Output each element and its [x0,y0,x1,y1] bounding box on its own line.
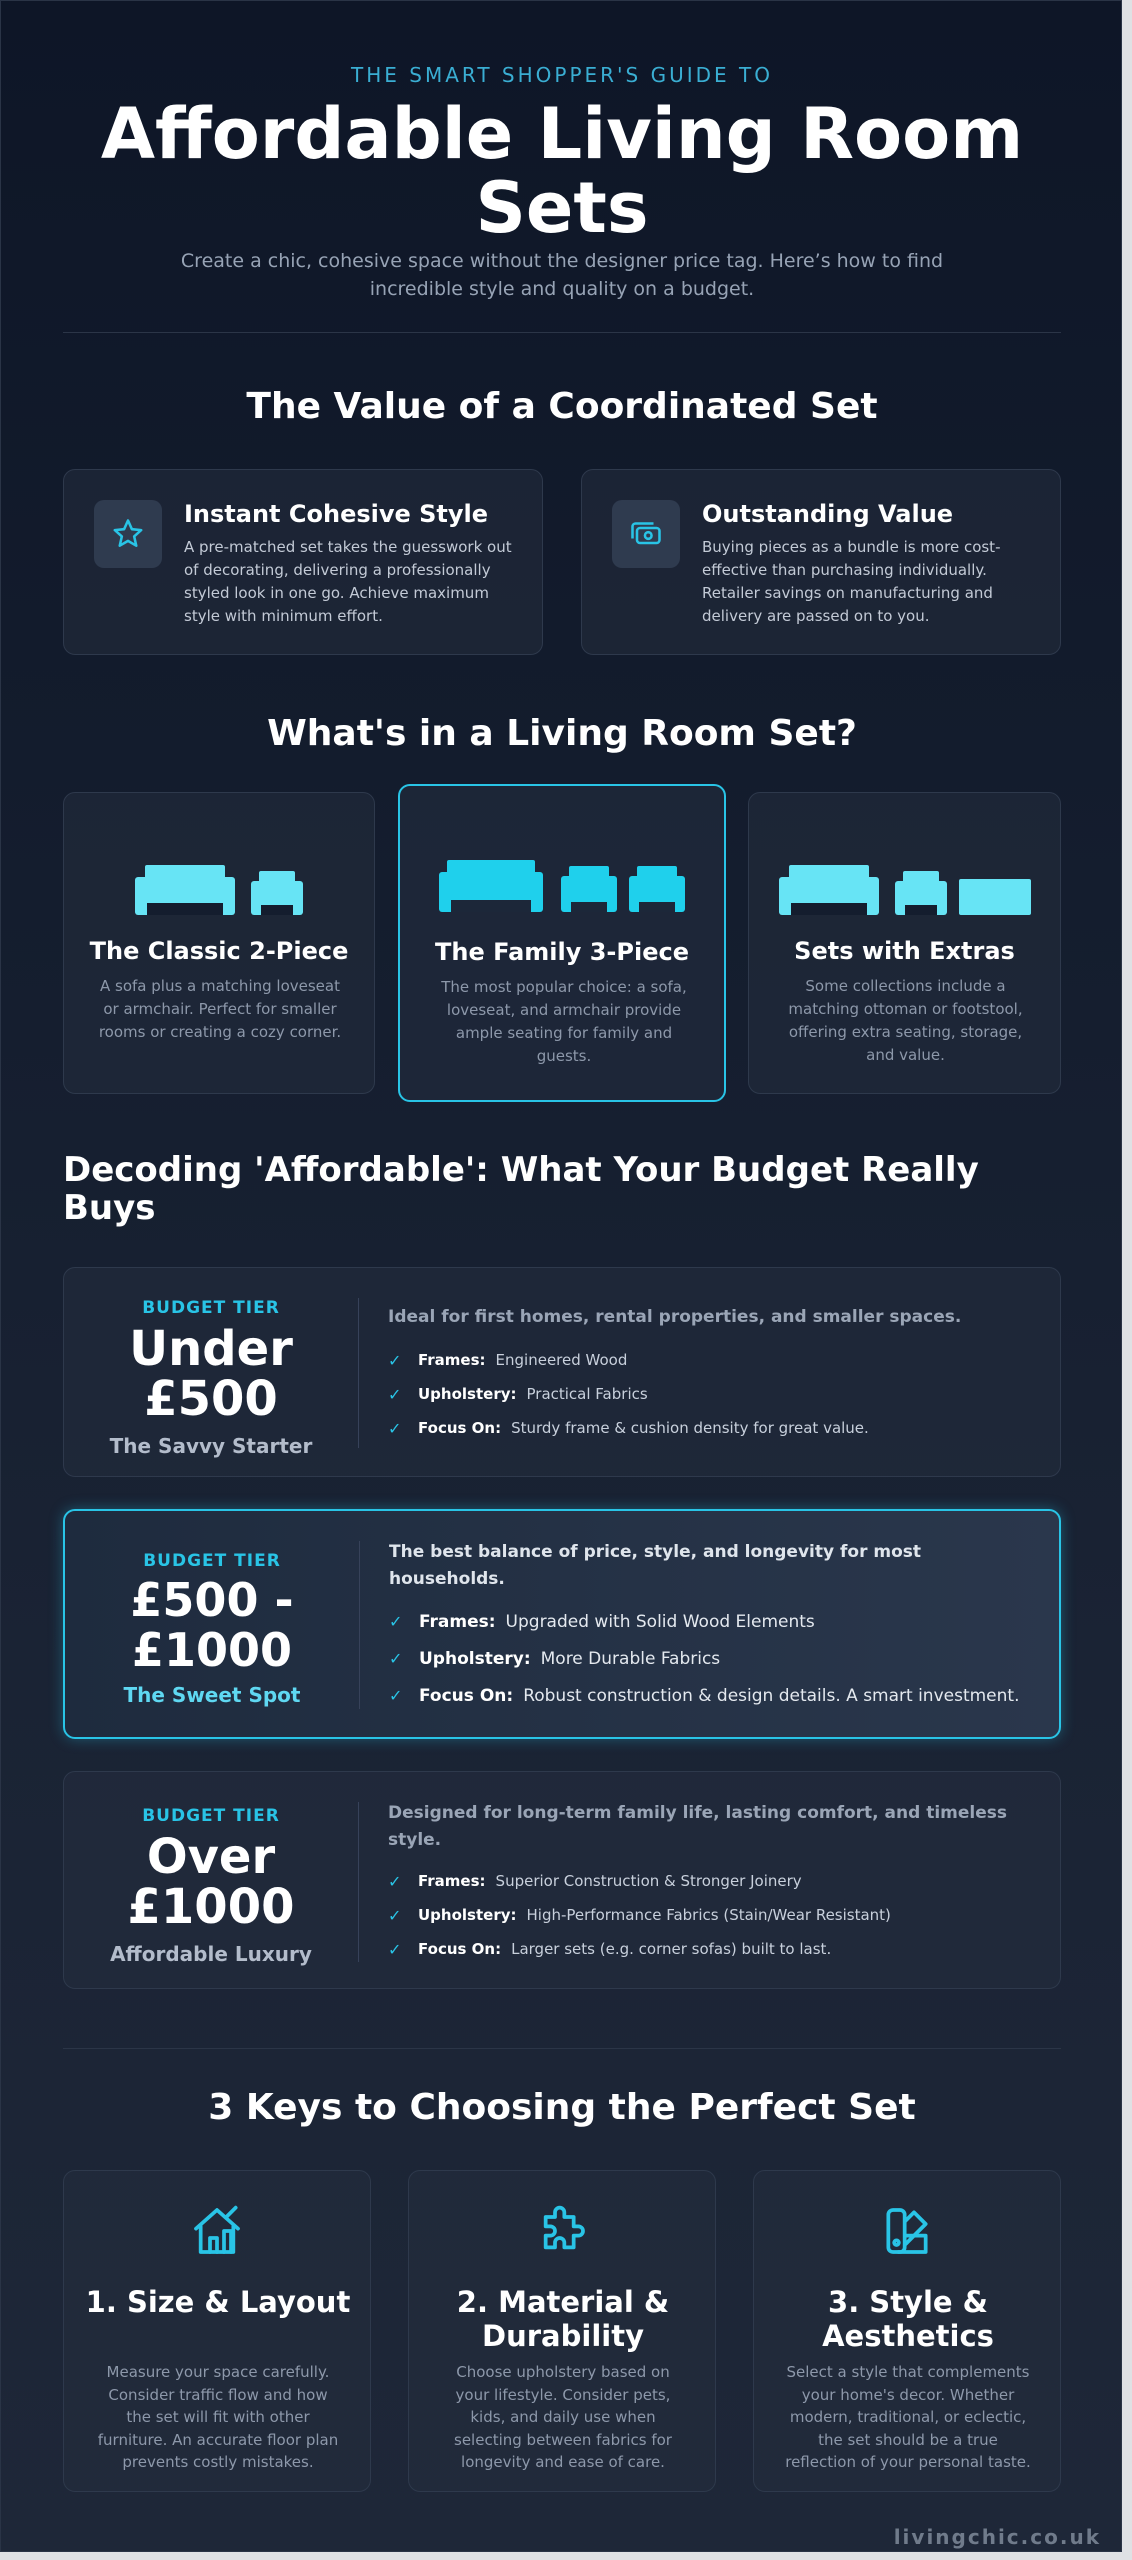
money-icon [612,500,680,568]
tier-description: Designed for long-term family life, lasting comfort, and timeless style. [388,1803,1007,1850]
tier-name: The Savvy Starter [109,1434,313,1458]
tier-name: Affordable Luxury [110,1942,312,1966]
tier-feature: ✓ Upholstery: More Durable Fabrics [389,1648,721,1669]
check-icon: ✓ [388,1384,402,1404]
footer-brand [894,2525,1101,2549]
set-card-2-piece [63,792,375,1094]
three-seat-set-icon [400,858,724,912]
intro-text: Create a chic, cohesive space without the designer price tag. Here’s how to find incredible style and quality on a budget. [180,250,944,300]
check-icon: ✓ [389,1612,403,1631]
header-kicker: THE SMART SHOPPER'S GUIDE TO [351,63,773,87]
key-card-material [408,2170,716,2492]
key-card-size [63,2170,371,2492]
tier-feature: ✓ Frames: Upgraded with Solid Wood Elements [389,1611,815,1632]
key-card-text: Choose upholstery based on your lifestyle. Consider pets, kids, and daily use when selecting between fabrics for longevity and ease of care. [454,2363,672,2471]
tier-price: Under £500 [129,1321,293,1427]
keys-section-title: 3 Keys to Choosing the Perfect Set [208,2087,916,2128]
tier-feature: ✓ Frames: Engineered Wood [388,1350,628,1370]
star-icon [94,500,162,568]
tier-feature: ✓ Focus On: Larger sets (e.g. corner sofas) built to last. [388,1939,832,1959]
tier-name: The Sweet Spot [123,1683,301,1707]
tier-divider [359,1541,360,1709]
value-card-value [581,469,1061,655]
set-card-3-piece [398,784,726,1102]
value-card-text: A pre-matched set takes the guesswork out of decorating, delivering a professionally styled look in one go. Achieve maximum style with minimum effort. [184,538,512,625]
budget-tier-under-500 [63,1267,1061,1477]
tier-divider [358,1802,359,1962]
house-ruler-icon [64,2203,370,2259]
sets-section-title: What's in a Living Room Set? [267,713,857,754]
set-card-text: Some collections include a matching ottoman or footstool, offering extra seating, storage, and value. [788,977,1023,1064]
tier-description: Ideal for first homes, rental properties, and smaller spaces. [388,1307,962,1327]
set-card-title: Sets with Extras [794,937,1015,965]
check-icon: ✓ [389,1649,403,1668]
set-card-extras [748,792,1061,1094]
tier-price: Over £1000 [127,1829,295,1935]
key-card-title: 3. Style & Aesthetics [822,2285,994,2353]
check-icon: ✓ [388,1871,402,1891]
tier-feature: ✓ Frames: Superior Construction & Stronger Joinery [388,1871,802,1891]
value-card-style [63,469,543,655]
page-title: Affordable Living Room Sets [100,93,1024,249]
divider [63,332,1061,333]
key-card-style [753,2170,1061,2492]
value-section-title: The Value of a Coordinated Set [246,386,878,427]
set-card-title: The Family 3-Piece [435,938,689,966]
budget-tier-over-1000 [63,1771,1061,1989]
tier-description: The best balance of price, style, and longevity for most households. [389,1542,922,1589]
check-icon: ✓ [388,1939,402,1959]
puzzle-icon [409,2203,715,2259]
tier-feature: ✓ Focus On: Sturdy frame & cushion density for great value. [388,1418,869,1438]
check-icon: ✓ [388,1350,402,1370]
check-icon: ✓ [388,1418,402,1438]
swatch-icon [754,2203,1060,2259]
check-icon: ✓ [388,1905,402,1925]
divider [63,2048,1061,2049]
tier-divider [358,1298,359,1448]
value-card-title: Instant Cohesive Style [184,500,489,528]
tier-feature: ✓ Upholstery: Practical Fabrics [388,1384,648,1404]
check-icon: ✓ [389,1686,403,1705]
sofa-ottoman-icon [749,863,1060,915]
value-card-text: Buying pieces as a bundle is more cost-effective than purchasing individually. Retailer savings on manufacturing and delivery are passed on to you. [702,538,1001,625]
key-card-text: Select a style that complements your home's decor. Whether modern, traditional, or eclectic, the set should be a true reflection of your personal taste. [785,2363,1031,2471]
key-card-text: Measure your space carefully. Consider traffic flow and how the set will fit with other furniture. An accurate floor plan prevents costly mistakes. [97,2363,339,2471]
set-card-title: The Classic 2-Piece [89,937,349,965]
tier-feature: ✓ Focus On: Robust construction & design details. A smart investment. [389,1685,1020,1706]
tier-label: BUDGET TIER [142,1806,280,1826]
set-card-text: The most popular choice: a sofa, loveseat, and armchair provide ample seating for family and guests. [441,978,687,1065]
key-card-title: 2. Material & Durability [456,2285,670,2353]
sofa-loveseat-icon [64,863,374,915]
budget-tier-500-1000 [63,1509,1061,1739]
set-card-text: A sofa plus a matching loveseat or armchair. Perfect for smaller rooms or creating a cozy corner. [98,977,342,1041]
tier-price: £500 - £1000 [130,1573,294,1677]
tier-label: BUDGET TIER [142,1298,280,1318]
tier-label: BUDGET TIER [143,1551,281,1571]
value-card-title: Outstanding Value [702,500,954,528]
key-card-title: 1. Size & Layout [85,2285,351,2319]
budget-section-title: Decoding 'Affordable': What Your Budget Really Buys [63,1150,979,1228]
tier-feature: ✓ Upholstery: High-Performance Fabrics (Stain/Wear Resistant) [388,1905,891,1925]
brand-url: livingchic.co.uk [893,2525,1101,2549]
